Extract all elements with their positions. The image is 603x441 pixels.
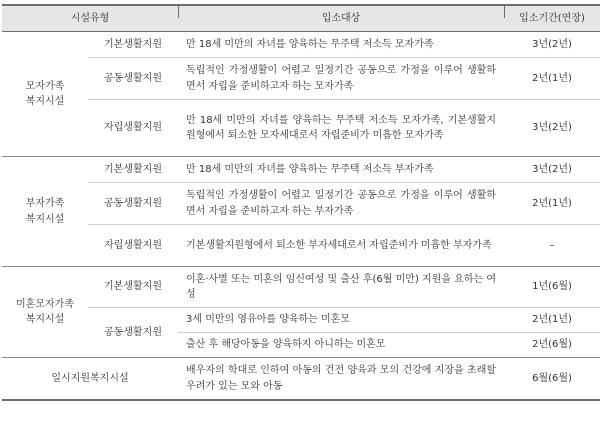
admission-period-cell: 1년(6월) [504,267,600,308]
support-type-cell: 기본생활지원 [88,32,178,58]
table-row [2,308,600,333]
support-type-cell: 공동생활지원 [88,308,178,358]
support-type-cell: 자립생활지원 [88,225,178,267]
table-row [2,32,600,58]
admission-target-cell: 만 18세 미만의 자녀를 양육하는 무주택 저소득 모자가족 [178,32,504,58]
admission-target-cell: 3세 미만의 영유아를 양육하는 미혼모 [178,308,504,333]
header-admission-target: 입소대상 [178,5,504,32]
table-row [2,358,600,401]
admission-period-cell: 2년(1년) [504,308,600,333]
table-row [2,100,600,157]
admission-period-cell: 3년(2년) [504,32,600,58]
table-row [2,267,600,308]
support-type-cell: 공동생활지원 [88,58,178,100]
table-row [2,225,600,267]
admission-target-cell: 만 18세 미만의 자녀를 양육하는 무주택 저소득 모자가족, 기본생활지원형에서 퇴소한 모자세대로서 자립준비가 미흡한 모자가족 [178,100,504,157]
facility-table [2,4,600,401]
support-type-cell: 기본생활지원 [88,267,178,308]
admission-target-cell: 출산 후 해당아동을 양육하지 아니하는 미혼모 [178,333,504,358]
support-type-cell: 공동생활지원 [88,183,178,225]
admission-period-cell: 2년(6월) [504,333,600,358]
admission-target-cell: 이혼·사별 또는 미혼의 임신여성 및 출산 후(6월 미만) 지원을 요하는 여성 [178,267,504,308]
admission-period-cell: 3년(2년) [504,100,600,157]
admission-target-cell: 기본생활지원형에서 퇴소한 부자세대로서 자립준비가 미흡한 부자가족 [178,225,504,267]
admission-target-cell: 독립적인 가정생활이 어렵고 일정기간 공동으로 가정을 이루어 생활하면서 자립을 준비하고자 하는 모자가족 [178,58,504,100]
admission-target-cell: 독립적인 가정생활이 어렵고 일정기간 공동으로 가정을 이루어 생활하면서 자립을 준비하고자 하는 부자가족 [178,183,504,225]
table-row [2,183,600,225]
admission-period-cell: 6월(6월) [504,358,600,401]
header-row [2,5,600,32]
facility-type-cell: 부자가족 복지시설 [2,157,88,267]
table-row [2,58,600,100]
admission-target-cell: 만 18세 미만의 자녀를 양육하는 무주택 저소득 부자가족 [178,157,504,183]
admission-period-cell: 2년(1년) [504,183,600,225]
admission-period-cell: 2년(1년) [504,58,600,100]
facility-type-cell: 일시지원복지시설 [2,358,178,401]
header-admission-period: 입소기간(연장) [504,5,600,32]
support-type-cell: 자립생활지원 [88,100,178,157]
admission-target-cell: 배우자의 학대로 인하여 아동의 건전 양육과 모의 건강에 지장을 초래할 우려가 있는 모와 아동 [178,358,504,401]
admission-period-cell: 3년(2년) [504,157,600,183]
support-type-cell: 기본생활지원 [88,157,178,183]
facility-type-cell: 미혼모자가족 복지시설 [2,267,88,358]
admission-period-cell: – [504,225,600,267]
facility-type-cell: 모자가족 복지시설 [2,32,88,157]
table-row [2,157,600,183]
header-facility-type: 시설유형 [2,5,178,32]
